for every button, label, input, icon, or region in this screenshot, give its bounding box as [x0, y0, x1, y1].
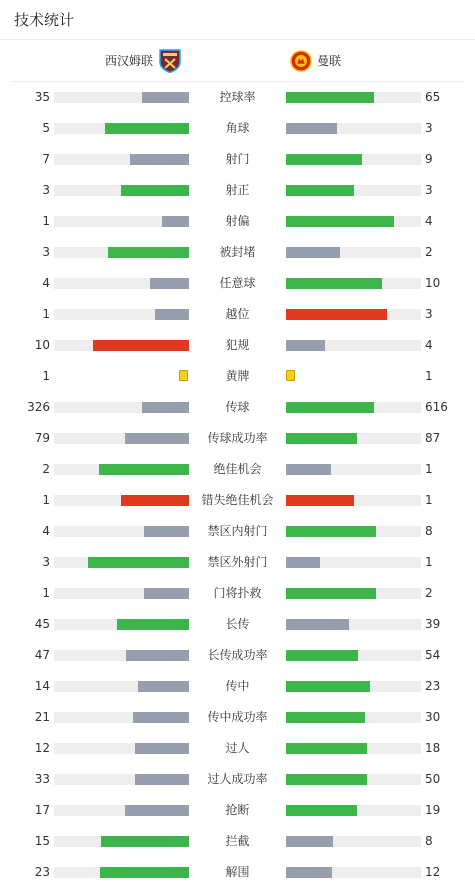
home-bar-fill	[125, 805, 189, 816]
stat-row	[0, 206, 475, 237]
stat-row	[0, 516, 475, 547]
away-bar-fill	[286, 92, 374, 103]
home-team[interactable]	[105, 40, 181, 81]
away-bar-track	[286, 185, 421, 196]
home-bar-track	[54, 774, 189, 785]
home-bar-track	[54, 805, 189, 816]
home-bar-fill	[138, 681, 189, 692]
home-value: 3	[42, 245, 50, 259]
home-value: 10	[34, 338, 50, 352]
home-bar-fill	[142, 402, 189, 413]
stat-row	[0, 113, 475, 144]
away-bar-fill	[286, 123, 337, 134]
home-bar-track	[54, 402, 189, 413]
away-bar-fill	[286, 340, 325, 351]
stat-row	[0, 82, 475, 113]
away-bar-fill	[286, 526, 376, 537]
home-bar-track	[54, 309, 189, 320]
away-bar-track	[286, 402, 421, 413]
away-value: 2	[425, 245, 433, 259]
stat-label: 长传	[225, 617, 250, 631]
stat-label: 控球率	[219, 90, 256, 104]
stat-row	[0, 361, 475, 392]
away-bar-fill	[286, 712, 365, 723]
away-value: 3	[425, 183, 433, 197]
away-bar-fill	[286, 309, 387, 320]
home-value: 1	[42, 307, 50, 321]
home-value: 7	[42, 152, 50, 166]
away-bar-track	[286, 433, 421, 444]
away-bar-fill	[286, 247, 340, 258]
home-bar-track	[54, 712, 189, 723]
away-bar-fill	[286, 836, 333, 847]
stat-row	[0, 547, 475, 578]
away-bar-fill	[286, 681, 370, 692]
away-bar-fill	[286, 433, 357, 444]
away-value: 12	[425, 865, 441, 879]
home-bar-track	[54, 92, 189, 103]
home-team-name: 西汉姆联	[104, 54, 153, 68]
stat-label: 拦截	[225, 834, 250, 848]
away-value: 1	[425, 369, 433, 383]
stat-label: 长传成功率	[207, 648, 268, 662]
away-bar-fill	[286, 650, 358, 661]
stat-row	[0, 454, 475, 485]
away-bar-track	[286, 867, 421, 878]
home-value: 47	[34, 648, 50, 662]
stat-label: 传中成功率	[207, 710, 268, 724]
page-title: 技术统计	[14, 11, 75, 29]
home-value: 23	[34, 865, 50, 879]
home-value: 79	[34, 431, 50, 445]
home-bar-track	[54, 185, 189, 196]
away-bar-fill	[286, 185, 354, 196]
away-value: 87	[425, 431, 441, 445]
home-value: 15	[34, 834, 50, 848]
home-value: 12	[34, 741, 50, 755]
stat-row	[0, 237, 475, 268]
away-value: 23	[425, 679, 441, 693]
away-bar-track	[286, 495, 421, 506]
home-value: 2	[42, 462, 50, 476]
away-bar-track	[286, 247, 421, 258]
home-value: 1	[42, 493, 50, 507]
stat-row	[0, 857, 475, 888]
teams-bar	[10, 40, 465, 82]
stat-row	[0, 268, 475, 299]
home-bar-track	[54, 123, 189, 134]
stat-label: 过人	[225, 741, 250, 755]
home-bar-track	[54, 495, 189, 506]
home-bar-fill	[100, 867, 189, 878]
stat-row	[0, 733, 475, 764]
home-value: 3	[42, 555, 50, 569]
home-bar-track	[54, 588, 189, 599]
stat-row	[0, 702, 475, 733]
home-bar-fill	[144, 526, 189, 537]
away-bar-fill	[286, 619, 349, 630]
west-ham-crest-icon	[159, 49, 181, 73]
stat-row	[0, 144, 475, 175]
stat-row	[0, 795, 475, 826]
stat-label: 黄牌	[225, 369, 250, 383]
stat-row	[0, 392, 475, 423]
away-value: 50	[425, 772, 441, 786]
away-value: 1	[425, 493, 433, 507]
away-bar-track	[286, 619, 421, 630]
away-bar-track	[286, 278, 421, 289]
home-bar-track	[54, 278, 189, 289]
away-value: 18	[425, 741, 441, 755]
home-value: 326	[27, 400, 50, 414]
away-value: 616	[425, 400, 448, 414]
stat-label: 禁区外射门	[207, 555, 268, 569]
away-bar-track	[286, 309, 421, 320]
away-bar-fill	[286, 743, 367, 754]
stat-label: 解围	[225, 865, 250, 879]
home-bar-fill	[121, 185, 189, 196]
stat-label: 射偏	[225, 214, 250, 228]
away-bar-track	[286, 154, 421, 165]
away-bar-fill	[286, 557, 320, 568]
away-bar-track	[286, 681, 421, 692]
away-bar-track	[286, 743, 421, 754]
home-value: 4	[42, 276, 50, 290]
man-utd-crest-icon	[290, 49, 312, 73]
away-value: 1	[425, 462, 433, 476]
home-value: 5	[42, 121, 50, 135]
home-bar-track	[54, 340, 189, 351]
home-value: 33	[34, 772, 50, 786]
away-value: 2	[425, 586, 433, 600]
home-bar-track	[54, 650, 189, 661]
away-value: 8	[425, 834, 433, 848]
home-value: 17	[34, 803, 50, 817]
stat-label: 传中	[225, 679, 250, 693]
home-bar-fill	[135, 743, 189, 754]
away-bar-fill	[286, 774, 367, 785]
home-bar-fill	[121, 495, 189, 506]
stat-label: 被封堵	[219, 245, 256, 259]
home-bar-fill	[162, 216, 189, 227]
stat-row	[0, 485, 475, 516]
stat-label: 绝佳机会	[213, 462, 262, 476]
stat-label: 越位	[225, 307, 250, 321]
home-value: 1	[42, 369, 50, 383]
away-bar-fill	[286, 278, 382, 289]
stat-row	[0, 671, 475, 702]
stat-label: 犯规	[225, 338, 250, 352]
away-bar-fill	[286, 588, 376, 599]
home-bar-fill	[117, 619, 189, 630]
away-value: 39	[425, 617, 441, 631]
stat-label: 抢断	[225, 803, 250, 817]
away-value: 10	[425, 276, 441, 290]
away-value: 19	[425, 803, 441, 817]
away-yellow-card-icon	[286, 370, 295, 381]
away-value: 65	[425, 90, 441, 104]
stat-row	[0, 826, 475, 857]
home-bar-track	[54, 867, 189, 878]
stat-label: 角球	[225, 121, 250, 135]
stat-row	[0, 609, 475, 640]
away-bar-track	[286, 92, 421, 103]
home-bar-fill	[135, 774, 189, 785]
stat-label: 错失绝佳机会	[201, 493, 274, 507]
away-bar-track	[286, 805, 421, 816]
home-bar-fill	[126, 650, 189, 661]
away-bar-fill	[286, 216, 394, 227]
away-bar-track	[286, 340, 421, 351]
home-value: 45	[34, 617, 50, 631]
away-bar-track	[286, 836, 421, 847]
home-value: 14	[34, 679, 50, 693]
home-value: 4	[42, 524, 50, 538]
stat-label: 射门	[225, 152, 250, 166]
stat-label: 任意球	[219, 276, 256, 290]
away-value: 3	[425, 121, 433, 135]
home-bar-track	[54, 681, 189, 692]
home-bar-fill	[142, 92, 189, 103]
away-bar-track	[286, 464, 421, 475]
home-bar-track	[54, 464, 189, 475]
stat-row	[0, 299, 475, 330]
home-bar-fill	[155, 309, 189, 320]
away-value: 8	[425, 524, 433, 538]
away-value: 4	[425, 338, 433, 352]
away-value: 30	[425, 710, 441, 724]
away-value: 4	[425, 214, 433, 228]
home-value: 3	[42, 183, 50, 197]
away-bar-track	[286, 712, 421, 723]
home-bar-track	[54, 557, 189, 568]
home-bar-fill	[101, 836, 189, 847]
stat-label: 射正	[225, 183, 250, 197]
stat-label: 传球成功率	[207, 431, 268, 445]
page-header	[0, 0, 475, 40]
home-bar-fill	[105, 123, 189, 134]
away-value: 54	[425, 648, 441, 662]
away-bar-fill	[286, 805, 357, 816]
home-bar-fill	[144, 588, 189, 599]
away-bar-fill	[286, 495, 354, 506]
stat-row	[0, 578, 475, 609]
away-bar-fill	[286, 464, 331, 475]
stat-label: 禁区内射门	[207, 524, 268, 538]
home-bar-fill	[150, 278, 189, 289]
home-bar-fill	[99, 464, 189, 475]
stat-label: 传球	[225, 400, 250, 414]
away-team[interactable]	[290, 40, 341, 81]
home-value: 1	[42, 214, 50, 228]
home-bar-track	[54, 433, 189, 444]
home-bar-fill	[88, 557, 189, 568]
away-bar-track	[286, 123, 421, 134]
home-bar-fill	[108, 247, 189, 258]
away-bar-track	[286, 216, 421, 227]
home-bar-track	[54, 247, 189, 258]
home-value: 1	[42, 586, 50, 600]
away-bar-fill	[286, 402, 374, 413]
home-yellow-card-icon	[179, 370, 188, 381]
away-bar-track	[286, 650, 421, 661]
home-bar-track	[54, 154, 189, 165]
away-bar-fill	[286, 154, 362, 165]
home-bar-fill	[133, 712, 189, 723]
away-bar-track	[286, 557, 421, 568]
home-bar-track	[54, 216, 189, 227]
home-bar-fill	[93, 340, 189, 351]
stat-row	[0, 764, 475, 795]
stat-row	[0, 423, 475, 454]
home-bar-track	[54, 743, 189, 754]
away-value: 3	[425, 307, 433, 321]
away-value: 9	[425, 152, 433, 166]
away-value: 1	[425, 555, 433, 569]
away-bar-track	[286, 588, 421, 599]
home-value: 21	[34, 710, 50, 724]
home-bar-fill	[125, 433, 189, 444]
stat-row	[0, 640, 475, 671]
stat-label: 门将扑救	[213, 586, 262, 600]
home-value: 35	[34, 90, 50, 104]
home-bar-track	[54, 836, 189, 847]
away-team-name: 曼联	[317, 54, 342, 68]
home-bar-fill	[130, 154, 189, 165]
stat-row	[0, 175, 475, 206]
away-bar-fill	[286, 867, 332, 878]
home-bar-track	[54, 619, 189, 630]
stat-row	[0, 330, 475, 361]
away-bar-track	[286, 526, 421, 537]
home-bar-track	[54, 526, 189, 537]
stat-label: 过人成功率	[207, 772, 268, 786]
away-bar-track	[286, 774, 421, 785]
